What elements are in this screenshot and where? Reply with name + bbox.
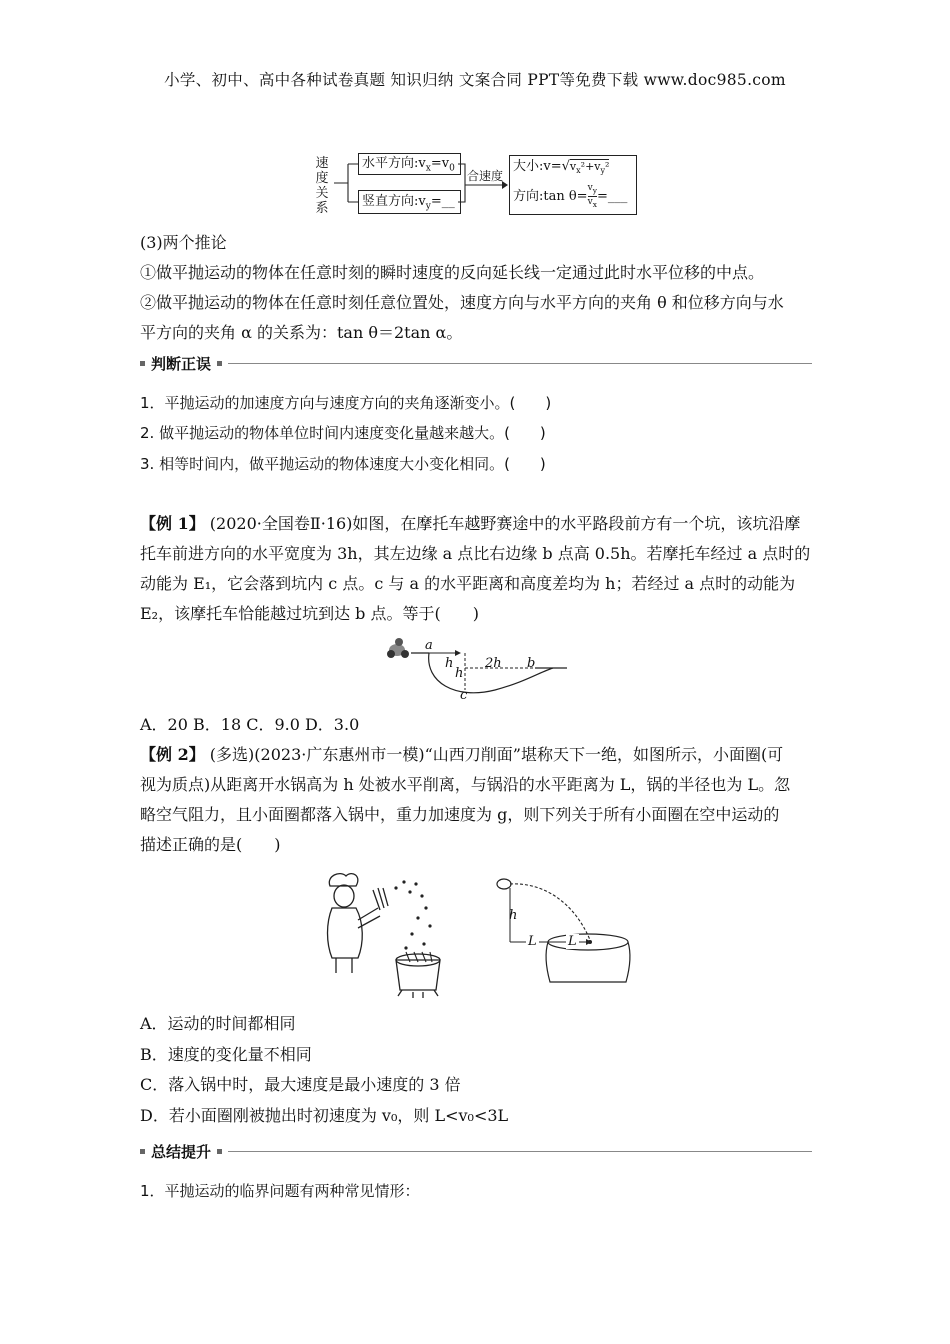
example2-optB: B．速度的变化量不相同 (140, 1045, 312, 1064)
summary-section-header: 总结提升 (140, 1141, 812, 1161)
label-h: h (509, 908, 518, 923)
label-L2: L (568, 934, 577, 949)
label-h2: h (455, 666, 464, 681)
section3-item1: ①做平抛运动的物体在任意时刻的瞬时速度的反向延长线一定通过此时水平位移的中点。 (140, 263, 765, 282)
label-a: a (425, 638, 433, 653)
example2-optA: A．运动的时间都相同 (140, 1014, 296, 1033)
velocity-relation-diagram (310, 150, 640, 222)
example2-optC: C．落入锅中时，最大速度是最小速度的 3 倍 (140, 1075, 461, 1094)
resultant-box: 大小$:v=√v_x^2+v_y^2$ 方向:tan θ= $\frac{v_y}{v_x}$ =___ (509, 155, 637, 215)
judge-q2: 2. 做平抛运动的物体单位时间内速度变化量越来越大。( ) (140, 424, 546, 442)
label-c: c (460, 688, 468, 703)
judge-q3: 3. 相等时间内，做平抛运动的物体速度大小变化相同。( ) (140, 455, 546, 473)
section3-item2-line1: ②做平抛运动的物体在任意时刻任意位置处，速度方向与水平方向的夹角 θ 和位移方向与水 (140, 293, 784, 312)
example1-line2: 托车前进方向的水平宽度为 3h，其左边缘 a 点比右边缘 b 点高 0.5h。若摩托车经过 a 点时的 (140, 544, 811, 563)
example1-line4: E₂，该摩托车恰能越过坑到达 b 点。等于( ) (140, 604, 479, 623)
trajectory-svg (490, 874, 640, 994)
label-b: b (527, 656, 536, 671)
example2-line3: 略空气阻力，且小面圈都落入锅中，重力加速度为 g，则下列关于所有小面圈在空中运动的 (140, 805, 780, 824)
chef-cooking-illustration (318, 868, 458, 998)
judge-q1: 1．平抛运动的加速度方向与速度方向的夹角逐渐变小。( ) (140, 394, 552, 412)
judge-section-header: 判断正误 (140, 353, 812, 373)
example1-line1: 【例 1】 (2020·全国卷Ⅱ·16)如图，在摩托车越野赛途中的水平路段前方有一个坑，该坑沿摩 (140, 514, 801, 533)
pit-diagram (385, 632, 570, 704)
label-L1: L (528, 934, 537, 949)
page-header: 小学、初中、高中各种试卷真题 知识归纳 文案合同 PPT等免费下载 www.doc985.com (164, 71, 786, 89)
example2-line1: 【例 2】 (多选)(2023·广东惠州市一模)“山西刀削面”堪称天下一绝，如图所示，小面圈(可 (140, 745, 784, 764)
example1-line3: 动能为 E₁，它会落到坑内 c 点。c 与 a 的水平距离和高度差均为 h；若经过 a 点时的动能为 (140, 574, 796, 593)
resultant-velocity-label: 合速度 (467, 169, 504, 183)
example2-line4: 描述正确的是( ) (140, 835, 281, 854)
label-h1: h (445, 656, 454, 671)
summary-item1: 1．平抛运动的临界问题有两种常见情形： (140, 1182, 420, 1200)
section3-title: (3)两个推论 (140, 233, 227, 252)
example2-line2: 视为质点)从距离开水锅高为 h 处被水平削离，与锅沿的水平距离为 L，锅的半径也为 L。忽 (140, 775, 791, 794)
vertical-direction-box: 竖直方向$:v_y=\_\_$ (358, 190, 461, 214)
section3-item2-line2: 平方向的夹角 α 的关系为：tan θ＝2tan α。 (140, 323, 463, 342)
pot-trajectory-diagram (490, 874, 640, 994)
example2-optD: D．若小面圈刚被抛出时初速度为 v₀，则 L<v₀<3L (140, 1106, 509, 1125)
motorcycle-icon (387, 638, 409, 658)
example1-figure (385, 632, 570, 704)
example1-options: A．20 B．18 C．9.0 D．3.0 (140, 715, 360, 734)
label-2h: 2h (485, 656, 502, 671)
horizontal-direction-box: 水平方向$:v_x=v_0$ (358, 153, 461, 175)
diagram-side-label: 速 度 关 系 (315, 156, 329, 216)
